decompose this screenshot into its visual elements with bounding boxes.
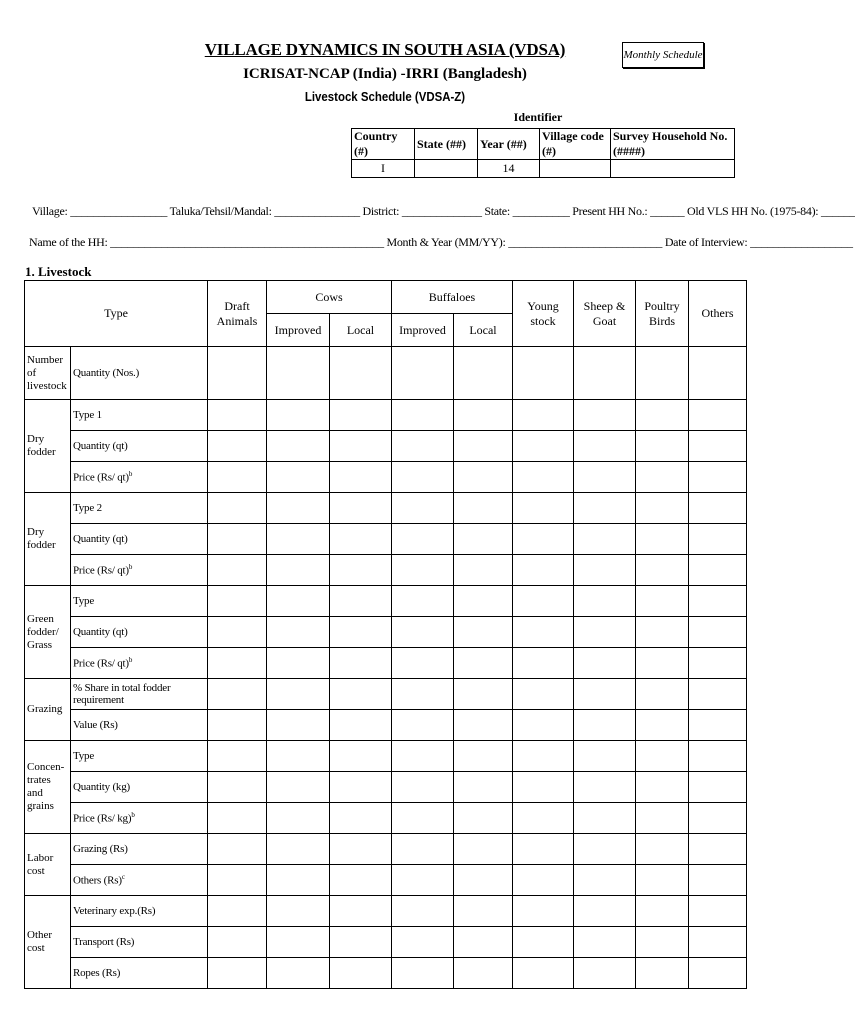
entry-cell[interactable] — [636, 865, 689, 896]
entry-cell[interactable] — [689, 958, 747, 989]
entry-cell[interactable] — [267, 834, 330, 865]
entry-cell[interactable] — [689, 772, 747, 803]
entry-cell[interactable] — [689, 865, 747, 896]
entry-cell[interactable] — [267, 462, 330, 493]
entry-cell[interactable] — [208, 400, 267, 431]
others-header: Others — [689, 281, 747, 347]
entry-cell[interactable] — [689, 462, 747, 493]
entry-cell[interactable] — [574, 741, 636, 772]
row-item-label — [71, 347, 208, 400]
village-details-line[interactable]: Village: _________________ Taluka/Tehsil/Mandal: _______________ District: ______________ State: __________ Present HH No.: ______ Old VLS HH No. (1975-84): ______ — [32, 204, 855, 218]
entry-cell[interactable] — [513, 927, 574, 958]
entry-cell[interactable] — [574, 834, 636, 865]
entry-cell[interactable] — [513, 493, 574, 524]
entry-cell[interactable] — [208, 927, 267, 958]
cows-local-header: Local — [330, 314, 392, 347]
entry-cell[interactable] — [574, 617, 636, 648]
row-item-text: Price (Rs/ qt) — [73, 564, 129, 577]
entry-cell[interactable] — [392, 347, 454, 400]
entry-cell[interactable] — [454, 524, 513, 555]
entry-cell[interactable] — [267, 347, 330, 400]
entry-cell[interactable] — [330, 555, 392, 586]
row-item-label — [71, 896, 208, 927]
row-item-label — [71, 400, 208, 431]
entry-cell[interactable] — [513, 524, 574, 555]
row-item-label — [71, 431, 208, 462]
entry-cell[interactable] — [267, 648, 330, 679]
table-row — [25, 958, 747, 989]
entry-cell[interactable] — [392, 710, 454, 741]
row-item-label — [71, 586, 208, 617]
row-item-label — [71, 772, 208, 803]
entry-cell[interactable] — [574, 586, 636, 617]
entry-cell[interactable] — [636, 524, 689, 555]
identifier-household-header: Survey Household No. (####) — [611, 129, 735, 160]
entry-cell[interactable] — [208, 617, 267, 648]
entry-cell[interactable] — [454, 555, 513, 586]
entry-cell[interactable] — [392, 493, 454, 524]
row-item-text: % Share in total fodder requirement — [73, 682, 171, 706]
entry-cell[interactable] — [267, 741, 330, 772]
entry-cell[interactable] — [513, 648, 574, 679]
entry-cell[interactable] — [330, 741, 392, 772]
table-row — [25, 803, 747, 834]
entry-cell[interactable] — [392, 555, 454, 586]
identifier-table — [351, 128, 735, 178]
entry-cell[interactable] — [689, 524, 747, 555]
row-item-label — [71, 679, 208, 710]
row-item-text: Value (Rs) — [73, 719, 118, 731]
entry-cell[interactable] — [513, 896, 574, 927]
entry-cell[interactable] — [392, 679, 454, 710]
type-header: Type — [25, 281, 208, 347]
entry-cell[interactable] — [689, 927, 747, 958]
entry-cell[interactable] — [392, 834, 454, 865]
row-item-label — [71, 958, 208, 989]
entry-cell[interactable] — [392, 927, 454, 958]
table-row — [25, 493, 747, 524]
entry-cell[interactable] — [636, 555, 689, 586]
row-item-label — [71, 617, 208, 648]
entry-cell[interactable] — [513, 834, 574, 865]
table-row — [25, 834, 747, 865]
entry-cell[interactable] — [208, 493, 267, 524]
entry-cell[interactable] — [454, 927, 513, 958]
entry-cell[interactable] — [454, 493, 513, 524]
entry-cell[interactable] — [636, 586, 689, 617]
entry-cell[interactable] — [267, 524, 330, 555]
row-group-label: Labor cost — [25, 834, 71, 896]
young-stock-header: Young stock — [513, 281, 574, 347]
entry-cell[interactable] — [330, 772, 392, 803]
row-group-label: Concen-trates and grains — [25, 741, 71, 834]
entry-cell[interactable] — [689, 400, 747, 431]
entry-cell[interactable] — [689, 586, 747, 617]
livestock-table-body — [25, 347, 747, 989]
entry-cell[interactable] — [392, 741, 454, 772]
table-row — [25, 462, 747, 493]
identifier-village-code-field[interactable] — [540, 160, 611, 178]
entry-cell[interactable] — [689, 617, 747, 648]
entry-cell[interactable] — [454, 865, 513, 896]
cows-improved-header: Improved — [267, 314, 330, 347]
entry-cell[interactable] — [636, 617, 689, 648]
schedule-name: Livestock Schedule (VDSA-Z) — [304, 89, 466, 104]
entry-cell[interactable] — [636, 679, 689, 710]
row-group-label: Dry fodder — [25, 400, 71, 493]
entry-cell[interactable] — [392, 648, 454, 679]
row-item-label — [71, 803, 208, 834]
entry-cell[interactable] — [454, 648, 513, 679]
buffaloes-header: Buffaloes — [392, 281, 513, 314]
row-item-text: Grazing (Rs) — [73, 843, 128, 855]
row-item-label — [71, 462, 208, 493]
entry-cell[interactable] — [267, 927, 330, 958]
entry-cell[interactable] — [636, 493, 689, 524]
entry-cell[interactable] — [392, 617, 454, 648]
entry-cell[interactable] — [392, 462, 454, 493]
table-row — [25, 431, 747, 462]
entry-cell[interactable] — [636, 927, 689, 958]
entry-cell[interactable] — [392, 400, 454, 431]
table-row — [25, 347, 747, 400]
entry-cell[interactable] — [689, 648, 747, 679]
entry-cell[interactable] — [330, 462, 392, 493]
entry-cell[interactable] — [454, 772, 513, 803]
entry-cell[interactable] — [636, 347, 689, 400]
entry-cell[interactable] — [454, 958, 513, 989]
entry-cell[interactable] — [392, 896, 454, 927]
entry-cell[interactable] — [208, 524, 267, 555]
entry-cell[interactable] — [330, 865, 392, 896]
entry-cell[interactable] — [513, 803, 574, 834]
entry-cell[interactable] — [267, 493, 330, 524]
footnote-mark: b — [131, 811, 135, 820]
entry-cell[interactable] — [574, 400, 636, 431]
identifier-year-field[interactable]: 14 — [478, 160, 540, 178]
row-item-text: Ropes (Rs) — [73, 967, 121, 979]
entry-cell[interactable] — [574, 896, 636, 927]
row-item-text: Quantity (qt) — [73, 626, 128, 638]
entry-cell[interactable] — [574, 648, 636, 679]
entry-cell[interactable] — [208, 462, 267, 493]
entry-cell[interactable] — [267, 586, 330, 617]
entry-cell[interactable] — [208, 347, 267, 400]
entry-cell[interactable] — [330, 431, 392, 462]
row-group-label: Grazing — [25, 679, 71, 741]
entry-cell[interactable] — [267, 617, 330, 648]
page-title: VILLAGE DYNAMICS IN SOUTH ASIA (VDSA) — [204, 40, 566, 59]
entry-cell[interactable] — [454, 462, 513, 493]
row-item-text: Type 2 — [73, 502, 102, 514]
entry-cell[interactable] — [454, 431, 513, 462]
row-item-text: Quantity (kg) — [73, 781, 130, 793]
buffaloes-improved-header: Improved — [392, 314, 454, 347]
entry-cell[interactable] — [330, 648, 392, 679]
row-item-text: Quantity (qt) — [73, 533, 128, 545]
entry-cell[interactable] — [208, 772, 267, 803]
entry-cell[interactable] — [392, 865, 454, 896]
entry-cell[interactable] — [454, 617, 513, 648]
entry-cell[interactable] — [267, 803, 330, 834]
entry-cell[interactable] — [513, 741, 574, 772]
row-item-text: Price (Rs/ qt) — [73, 657, 129, 670]
table-row — [25, 865, 747, 896]
entry-cell[interactable] — [267, 958, 330, 989]
entry-cell[interactable] — [574, 431, 636, 462]
entry-cell[interactable] — [330, 927, 392, 958]
buffaloes-local-header: Local — [454, 314, 513, 347]
entry-cell[interactable] — [574, 927, 636, 958]
identifier-country-field[interactable]: I — [352, 160, 415, 178]
row-item-text: Price (Rs/ kg) — [73, 812, 132, 825]
row-item-text: Price (Rs/ qt) — [73, 471, 129, 484]
entry-cell[interactable] — [267, 865, 330, 896]
entry-cell[interactable] — [574, 772, 636, 803]
entry-cell[interactable] — [208, 865, 267, 896]
entry-cell[interactable] — [636, 462, 689, 493]
entry-cell[interactable] — [513, 617, 574, 648]
entry-cell[interactable] — [574, 958, 636, 989]
entry-cell[interactable] — [513, 462, 574, 493]
row-item-label — [71, 710, 208, 741]
entry-cell[interactable] — [208, 431, 267, 462]
entry-cell[interactable] — [208, 679, 267, 710]
identifier-state-field[interactable] — [415, 160, 478, 178]
entry-cell[interactable] — [454, 400, 513, 431]
entry-cell[interactable] — [454, 347, 513, 400]
identifier-year-header: Year (##) — [478, 129, 540, 160]
row-group-label: Other cost — [25, 896, 71, 989]
entry-cell[interactable] — [574, 679, 636, 710]
entry-cell[interactable] — [454, 710, 513, 741]
identifier-village-code-header: Village code (#) — [540, 129, 611, 160]
row-item-label — [71, 524, 208, 555]
entry-cell[interactable] — [454, 679, 513, 710]
entry-cell[interactable] — [689, 679, 747, 710]
footnote-mark: c — [121, 873, 125, 882]
entry-cell[interactable] — [574, 493, 636, 524]
row-group-label: Green fodder/ Grass — [25, 586, 71, 679]
entry-cell[interactable] — [208, 710, 267, 741]
row-item-label — [71, 865, 208, 896]
table-row — [25, 710, 747, 741]
entry-cell[interactable] — [208, 586, 267, 617]
entry-cell[interactable] — [574, 462, 636, 493]
entry-cell[interactable] — [208, 741, 267, 772]
identifier-household-field[interactable] — [611, 160, 735, 178]
poultry-birds-header: Poultry Birds — [636, 281, 689, 347]
entry-cell[interactable] — [330, 493, 392, 524]
entry-cell[interactable] — [267, 431, 330, 462]
row-item-text: Type — [73, 750, 95, 762]
entry-cell[interactable] — [208, 648, 267, 679]
entry-cell[interactable] — [689, 431, 747, 462]
entry-cell[interactable] — [636, 803, 689, 834]
livestock-table — [24, 280, 747, 989]
entry-cell[interactable] — [689, 710, 747, 741]
entry-cell[interactable] — [454, 896, 513, 927]
section-title: 1. Livestock — [25, 264, 92, 279]
footnote-mark: b — [128, 656, 133, 665]
entry-cell[interactable] — [513, 347, 574, 400]
table-row — [25, 896, 747, 927]
row-item-label — [71, 834, 208, 865]
entry-cell[interactable] — [454, 834, 513, 865]
table-row — [25, 679, 747, 710]
table-row — [25, 772, 747, 803]
entry-cell[interactable] — [208, 958, 267, 989]
table-row — [25, 400, 747, 431]
entry-cell[interactable] — [208, 834, 267, 865]
entry-cell[interactable] — [330, 958, 392, 989]
row-item-text: Quantity (qt) — [73, 440, 128, 452]
entry-cell[interactable] — [636, 400, 689, 431]
entry-cell[interactable] — [267, 896, 330, 927]
entry-cell[interactable] — [636, 648, 689, 679]
entry-cell[interactable] — [267, 710, 330, 741]
entry-cell[interactable] — [636, 431, 689, 462]
household-details-line[interactable]: Name of the HH: ________________________________________________ Month & Year (MM/YY): ___________________________ Date of Interview: __________________ — [29, 235, 853, 249]
entry-cell[interactable] — [392, 586, 454, 617]
row-item-label — [71, 927, 208, 958]
table-row — [25, 586, 747, 617]
monthly-schedule-badge: Monthly Schedule — [622, 42, 704, 68]
entry-cell[interactable] — [454, 803, 513, 834]
table-row — [25, 648, 747, 679]
row-item-text: Others (Rs) — [73, 874, 122, 887]
entry-cell[interactable] — [392, 431, 454, 462]
row-item-label — [71, 493, 208, 524]
row-group-label: Dry fodder — [25, 493, 71, 586]
entry-cell[interactable] — [392, 772, 454, 803]
entry-cell[interactable] — [513, 586, 574, 617]
entry-cell[interactable] — [267, 679, 330, 710]
table-row — [25, 524, 747, 555]
identifier-country-header: Country (#) — [352, 129, 415, 160]
entry-cell[interactable] — [689, 493, 747, 524]
entry-cell[interactable] — [513, 400, 574, 431]
table-row — [25, 927, 747, 958]
entry-cell[interactable] — [689, 896, 747, 927]
entry-cell[interactable] — [330, 617, 392, 648]
entry-cell[interactable] — [636, 772, 689, 803]
entry-cell[interactable] — [574, 803, 636, 834]
row-item-text: Veterinary exp.(Rs) — [73, 905, 156, 917]
entry-cell[interactable] — [513, 772, 574, 803]
entry-cell[interactable] — [689, 803, 747, 834]
entry-cell[interactable] — [513, 555, 574, 586]
footnote-mark: b — [128, 563, 133, 572]
entry-cell[interactable] — [636, 958, 689, 989]
cows-header: Cows — [267, 281, 392, 314]
row-group-label: Number of livestock — [25, 347, 71, 400]
entry-cell[interactable] — [574, 555, 636, 586]
entry-cell[interactable] — [330, 347, 392, 400]
entry-cell[interactable] — [636, 710, 689, 741]
entry-cell[interactable] — [208, 896, 267, 927]
entry-cell[interactable] — [689, 834, 747, 865]
entry-cell[interactable] — [689, 347, 747, 400]
page-subtitle: ICRISAT-NCAP (India) -IRRI (Bangladesh) — [243, 66, 527, 82]
row-item-label — [71, 555, 208, 586]
table-row — [25, 555, 747, 586]
entry-cell[interactable] — [454, 586, 513, 617]
table-row — [25, 741, 747, 772]
row-item-text: Type 1 — [73, 409, 102, 421]
entry-cell[interactable] — [267, 555, 330, 586]
row-item-label — [71, 648, 208, 679]
entry-cell[interactable] — [574, 865, 636, 896]
entry-cell[interactable] — [330, 524, 392, 555]
entry-cell[interactable] — [267, 772, 330, 803]
entry-cell[interactable] — [513, 865, 574, 896]
entry-cell[interactable] — [330, 896, 392, 927]
entry-cell[interactable] — [330, 834, 392, 865]
entry-cell[interactable] — [636, 834, 689, 865]
entry-cell[interactable] — [330, 679, 392, 710]
entry-cell[interactable] — [330, 803, 392, 834]
footnote-mark: b — [128, 470, 133, 479]
entry-cell[interactable] — [392, 524, 454, 555]
entry-cell[interactable] — [574, 524, 636, 555]
entry-cell[interactable] — [392, 958, 454, 989]
identifier-state-header: State (##) — [415, 129, 478, 160]
entry-cell[interactable] — [513, 431, 574, 462]
entry-cell[interactable] — [636, 896, 689, 927]
row-item-text: Quantity (Nos.) — [73, 367, 140, 379]
entry-cell[interactable] — [513, 679, 574, 710]
entry-cell[interactable] — [208, 555, 267, 586]
entry-cell[interactable] — [513, 710, 574, 741]
entry-cell[interactable] — [574, 347, 636, 400]
entry-cell[interactable] — [513, 958, 574, 989]
entry-cell[interactable] — [689, 555, 747, 586]
table-row — [25, 617, 747, 648]
entry-cell[interactable] — [689, 741, 747, 772]
entry-cell[interactable] — [574, 710, 636, 741]
row-item-text: Transport (Rs) — [73, 936, 135, 948]
identifier-label: Identifier — [513, 110, 563, 124]
entry-cell[interactable] — [330, 400, 392, 431]
entry-cell[interactable] — [330, 710, 392, 741]
sheep-goat-header: Sheep & Goat — [574, 281, 636, 347]
entry-cell[interactable] — [392, 803, 454, 834]
row-item-text: Type — [73, 595, 95, 607]
entry-cell[interactable] — [267, 400, 330, 431]
draft-animals-header: Draft Animals — [208, 281, 267, 347]
entry-cell[interactable] — [208, 803, 267, 834]
entry-cell[interactable] — [454, 741, 513, 772]
entry-cell[interactable] — [636, 741, 689, 772]
row-item-label — [71, 741, 208, 772]
entry-cell[interactable] — [330, 586, 392, 617]
